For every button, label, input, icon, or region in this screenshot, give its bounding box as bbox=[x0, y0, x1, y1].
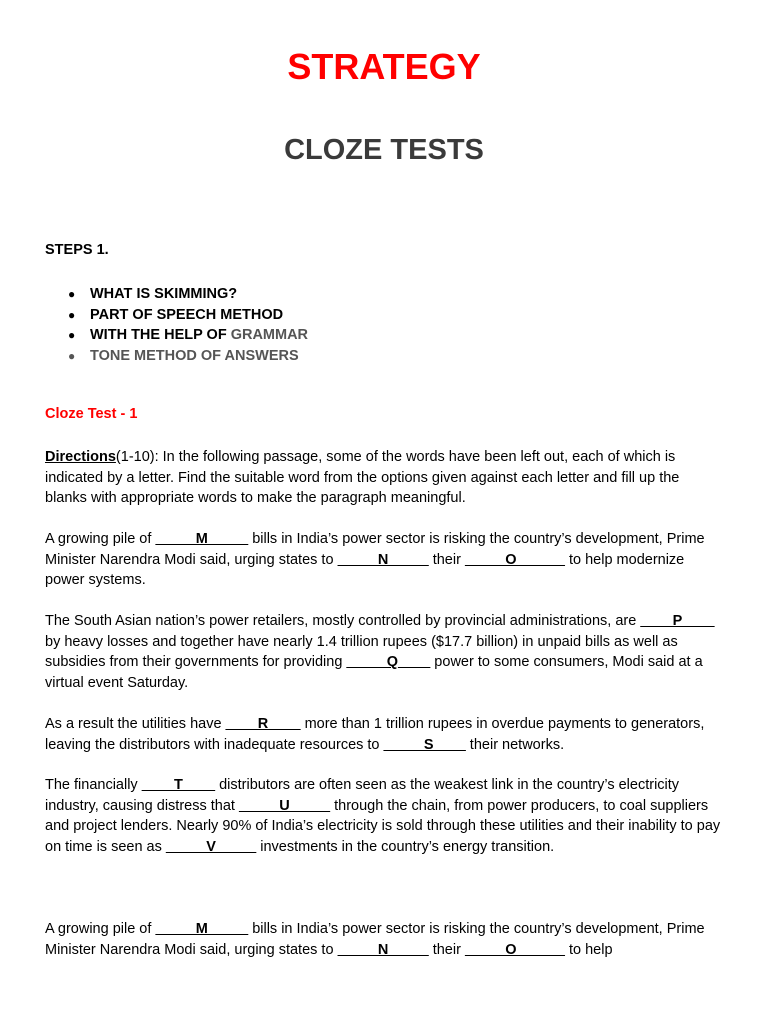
blank-m: _____M_____ bbox=[155, 531, 249, 547]
blank-n: _____N_____ bbox=[337, 941, 429, 958]
blank-s: _____S____ bbox=[383, 736, 466, 753]
blank-p: ____P____ bbox=[640, 613, 715, 629]
blank-m: _____M_____ bbox=[155, 921, 249, 937]
steps-label: STEPS 1. bbox=[45, 242, 109, 258]
cloze-test-heading: Cloze Test - 1 bbox=[45, 406, 138, 422]
blank-o: _____O______ bbox=[464, 551, 565, 568]
blank-v: _____V_____ bbox=[165, 838, 257, 855]
passage-paragraph: The South Asian nation’s power retailers, mostly controlled by provincial administrations, are ____P____ by heavy losses and together have nearly 1.4 trillion rupees ($17.7 billion) in unpaid bills as well as subsidies from their governments for providing _____Q____ power to some consumers, Modi said at a virtual event Saturday. bbox=[45, 613, 715, 691]
passage-paragraph: A growing pile of _____M_____ bills in India’s power sector is risking the country’s development, Prime Minister Narendra Modi said, urging states to _____N_____ their _____O______ to help bbox=[45, 921, 705, 958]
blank-n: _____N_____ bbox=[337, 551, 429, 568]
passage-paragraph: A growing pile of _____M_____ bills in India’s power sector is risking the country’s development, Prime Minister Narendra Modi said, urging states to _____N_____ their _____O______ to help modernize power systems. bbox=[45, 531, 705, 589]
passage-paragraph: The financially ____T____ distributors are often seen as the weakest link in the country’s electricity industry, causing distress that _____U_____ through the chain, from power producers, to coal suppliers and project lenders. Nearly 90% of India’s electricity is sold through these utilities and their inability to pay on time is seen as _____V_____ investments in the country’s energy transition. bbox=[45, 777, 721, 855]
bullet-icon: ● bbox=[68, 348, 76, 363]
steps-list bbox=[45, 284, 308, 366]
blank-r: ____R____ bbox=[225, 716, 301, 732]
list-item: ● WITH THE HELP OF GRAMMAR bbox=[45, 325, 308, 346]
list-item: ● TONE METHOD OF ANSWERS bbox=[45, 346, 308, 367]
passage-paragraph: As a result the utilities have ____R____ more than 1 trillion rupees in overdue payments to generators, leaving the distributors with inadequate resources to _____S____ their networks. bbox=[45, 716, 705, 753]
page-title: STRATEGY bbox=[287, 46, 481, 87]
grammar-word: GRAMMAR bbox=[230, 327, 309, 343]
blank-q: _____Q____ bbox=[346, 654, 431, 671]
page-subtitle: CLOZE TESTS bbox=[284, 134, 484, 166]
bullet-icon: ● bbox=[68, 328, 76, 342]
directions-paragraph: Directions(1-10): In the following passage, some of the words have been left out, each of which is indicated by a letter. Find the suitable word from the options given against each letter and fill up the blanks with appropriate words to make the paragraph meaningful. bbox=[45, 449, 680, 507]
list-item: ● WHAT IS SKIMMING? bbox=[45, 284, 308, 305]
bullet-icon: ● bbox=[68, 287, 76, 301]
directions-label: Directions bbox=[45, 449, 116, 465]
blank-o: _____O______ bbox=[464, 941, 565, 958]
blank-u: _____U_____ bbox=[238, 797, 331, 814]
blank-t: ____T____ bbox=[141, 777, 216, 793]
bullet-icon: ● bbox=[68, 307, 76, 322]
list-item: ● PART OF SPEECH METHOD bbox=[45, 305, 308, 326]
